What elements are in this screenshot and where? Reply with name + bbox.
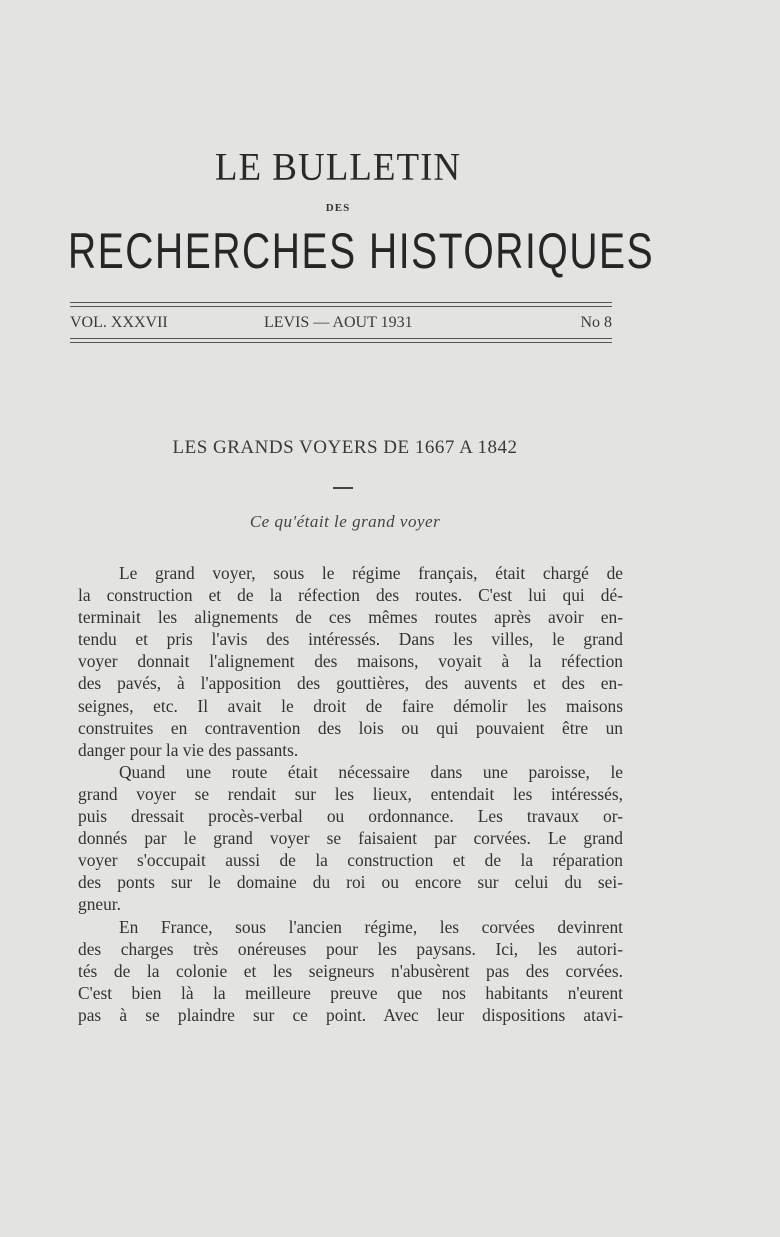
body-line: danger pour la vie des passants. [78, 739, 299, 760]
article-title: LES GRANDS VOYERS DE 1667 A 1842 [172, 437, 518, 458]
bulletin-title-recherches: RECHERCHES HISTORIQUES [68, 223, 655, 279]
top-rule-2 [70, 306, 612, 307]
body-line: Le grand voyer, sous le régime français, était chargé de [119, 563, 623, 583]
bottom-rule-2 [70, 342, 612, 343]
body-line: pas à se plaindre sur ce point. Avec leur dispositions atavi- [78, 1004, 623, 1025]
body-line: la construction et de la réfection des routes. C'est lui qui dé- [78, 585, 623, 606]
bulletin-title: LE BULLETIN [214, 145, 462, 190]
body-line: construites en contravention des lois ou qui pouvaient être un [78, 717, 623, 738]
body-line: grand voyer se rendait sur les lieux, entendait les intéressés, [78, 783, 623, 804]
body-line: voyer donnait l'alignement des maisons, voyait à la réfection [78, 651, 623, 672]
body-line: des pavés, à l'apposition des gouttières, des auvents et des en- [78, 673, 623, 694]
body-line: donnés par le grand voyer se faisaient par corvées. Le grand [78, 828, 623, 849]
volume-label: VOL. XXXVII [70, 314, 168, 331]
top-rule-1 [70, 302, 612, 303]
place-date: LEVIS — AOUT 1931 [264, 314, 413, 331]
article-body [78, 562, 623, 1026]
body-line: puis dressait procès-verbal ou ordonnance. Les travaux or- [78, 806, 623, 827]
body-line: En France, sous l'ancien régime, les corvées devinrent [119, 916, 623, 937]
issue-number: No 8 [580, 314, 612, 331]
body-line: C'est bien là la meilleure preuve que nos habitants n'eurent [78, 982, 623, 1003]
body-line: des ponts sur le domaine du roi ou encore sur celui du sei- [78, 872, 623, 893]
body-line: seignes, etc. Il avait le droit de faire démolir les maisons [78, 695, 623, 716]
body-line: tendu et pris l'avis des intéressés. Dans les villes, le grand [78, 629, 623, 650]
title-separator [333, 487, 353, 489]
body-line: tés de la colonie et les seigneurs n'abusèrent pas des corvées. [78, 960, 623, 981]
bottom-rule-1 [70, 338, 612, 339]
body-line: terminait les alignements de ces mêmes routes après avoir en- [78, 607, 623, 628]
masthead-info [70, 314, 612, 334]
body-line: voyer s'occupait aussi de la construction et de la réparation [78, 850, 623, 871]
body-line: des charges très onéreuses pour les paysans. Ici, les autori- [78, 938, 623, 959]
body-line: gneur. [78, 894, 121, 915]
body-line: Quand une route était nécessaire dans une paroisse, le [119, 761, 623, 782]
bulletin-title-des: DES [325, 202, 351, 214]
article-subtitle: Ce qu'était le grand voyer [249, 512, 441, 531]
